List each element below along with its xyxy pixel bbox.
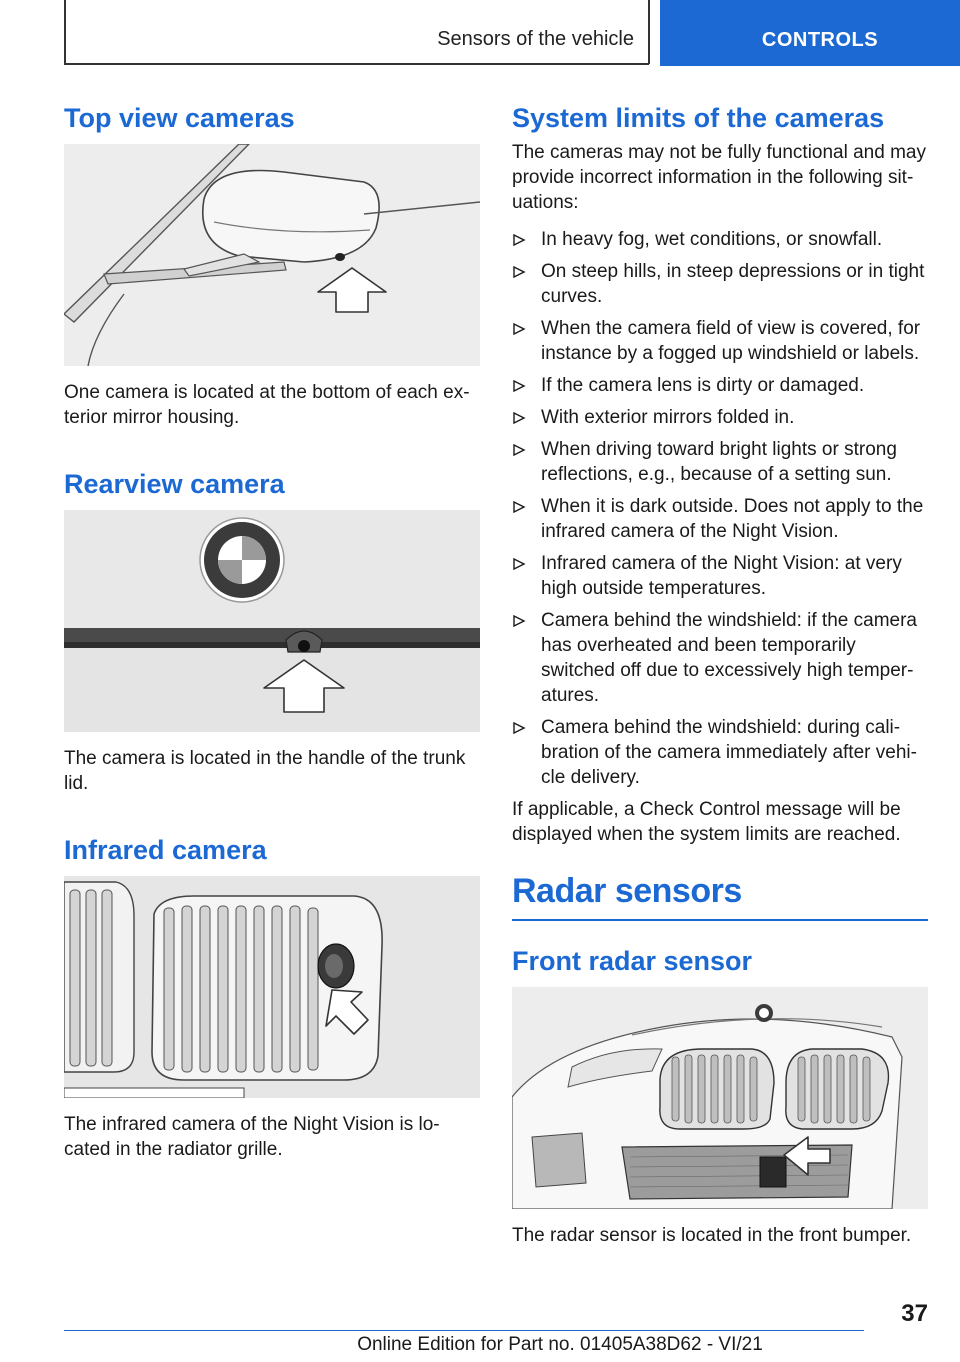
footer-rule [64, 1330, 864, 1331]
heading-system-limits: System limits of the cameras [512, 103, 885, 133]
list-item-text: On steep hills, in steep depressions or in tight curves. [541, 261, 925, 307]
list-item-text: With exterior mirrors folded in. [541, 407, 795, 428]
list-item [512, 227, 928, 252]
triangle-bullet-icon [512, 322, 526, 336]
triangle-bullet-icon [512, 557, 526, 571]
figure-rearview-camera [64, 510, 480, 732]
page-number: 37 [901, 1300, 928, 1327]
list-item-text: If the camera lens is dirty or damaged. [541, 375, 865, 396]
limits-intro: The cameras may not be fully functional and may provide incorrect information in the following sit-uations: [512, 142, 926, 213]
list-item-text: In heavy fog, wet conditions, or snowfall. [541, 229, 883, 250]
list-item-text: When it is dark outside. Does not apply to the infrared camera of the Night Vision. [541, 496, 924, 542]
triangle-bullet-icon [512, 379, 526, 393]
grille-illustration [64, 876, 480, 1098]
mirror-illustration [64, 144, 480, 366]
left-column [64, 100, 480, 1162]
header-divider [648, 0, 650, 64]
list-item-text: Infrared camera of the Night Vision: at very high outside temperatures. [541, 553, 902, 599]
list-item-text: When the camera field of view is covered, for instance by a fogged up windshield or labels. [541, 318, 921, 364]
list-item [512, 715, 928, 790]
limits-list [512, 227, 928, 790]
front-radar-description: The radar sensor is located in the front bumper. [512, 1225, 912, 1246]
triangle-bullet-icon [512, 614, 526, 628]
list-item-text: When driving toward bright lights or strong reflections, e.g., because of a setting sun. [541, 439, 897, 485]
infrared-description: The infrared camera of the Night Vision is lo-cated in the radiator grille. [64, 1114, 440, 1160]
heading-infrared-camera: Infrared camera [64, 835, 267, 865]
list-item [512, 373, 928, 398]
header-section-title: Sensors of the vehicle [437, 28, 634, 50]
page-header [0, 0, 960, 68]
top-view-description: One camera is located at the bottom of each ex-terior mirror housing. [64, 382, 470, 428]
limits-outro: If applicable, a Check Control message will be displayed when the system limits are reached. [512, 799, 901, 845]
list-item-text: Camera behind the windshield: during cali-bration of the camera immediately after vehi-cle delivery. [541, 717, 917, 788]
list-item [512, 608, 928, 708]
triangle-bullet-icon [512, 500, 526, 514]
triangle-bullet-icon [512, 265, 526, 279]
triangle-bullet-icon [512, 443, 526, 457]
heading-radar-sensors: Radar sensors [512, 869, 928, 921]
header-bottom-rule [64, 63, 649, 65]
list-item [512, 405, 928, 430]
triangle-bullet-icon [512, 411, 526, 425]
header-chapter-tab[interactable]: CONTROLS [660, 0, 960, 66]
list-item-text: Camera behind the windshield: if the camera has overheated and been temporarily switched off due to excessively high temper-atures. [541, 610, 917, 706]
heading-front-radar-sensor: Front radar sensor [512, 946, 753, 976]
figure-front-radar [512, 987, 928, 1209]
list-item [512, 494, 928, 544]
figure-infrared-camera [64, 876, 480, 1098]
rearview-description: The camera is located in the handle of the trunk lid. [64, 748, 466, 794]
heading-rearview-camera: Rearview camera [64, 469, 285, 499]
header-left-rule [64, 0, 66, 64]
right-column [512, 100, 928, 1248]
footer-edition: Online Edition for Part no. 01405A38D62 - VI/21 [357, 1334, 763, 1355]
trunk-illustration [64, 510, 480, 732]
list-item [512, 316, 928, 366]
triangle-bullet-icon [512, 233, 526, 247]
front-bumper-illustration [512, 987, 928, 1209]
figure-mirror-camera [64, 144, 480, 366]
list-item [512, 551, 928, 601]
list-item [512, 437, 928, 487]
list-item [512, 259, 928, 309]
triangle-bullet-icon [512, 721, 526, 735]
heading-top-view-cameras: Top view cameras [64, 103, 295, 133]
